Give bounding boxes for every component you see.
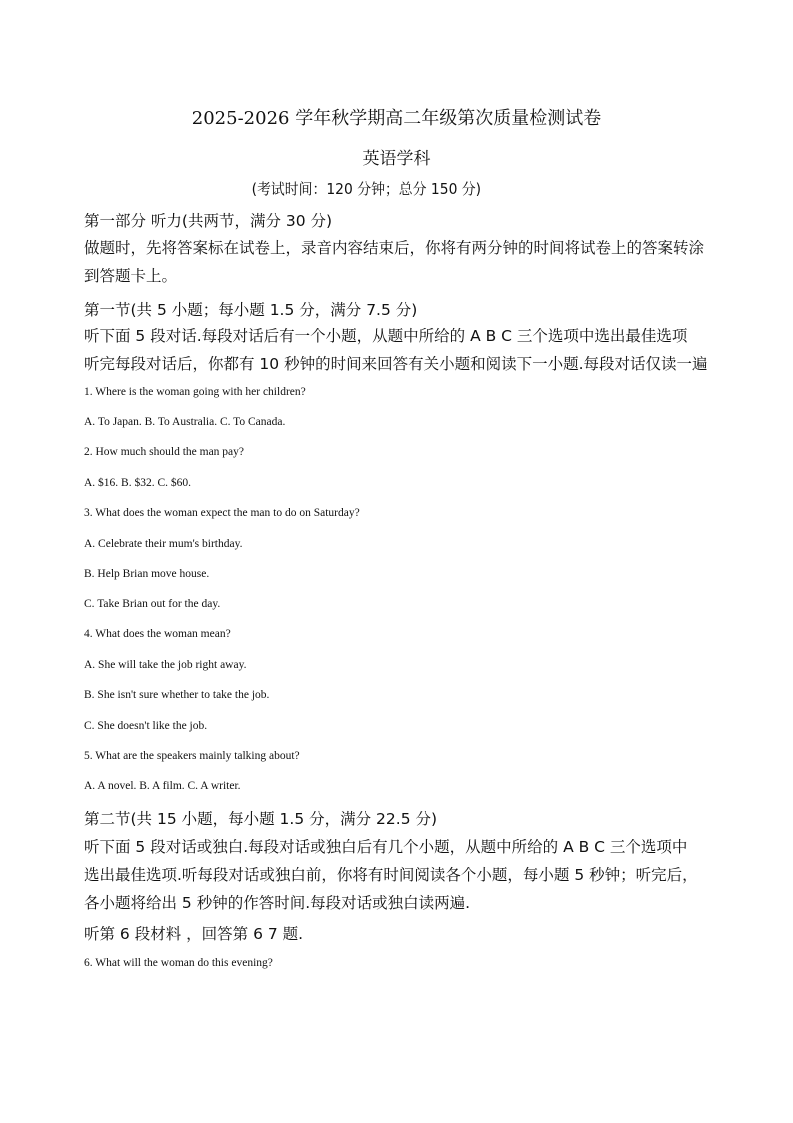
section2-instruction-line3: 各小题将给出 5 秒钟的作答时间.每段对话或独白读两遍.	[84, 894, 471, 912]
question-1: 1. Where is the woman going with her children?	[84, 386, 306, 398]
question-3-option-a: A. Celebrate their mum's birthday.	[84, 538, 243, 550]
section2-instruction-line2: 选出最佳选项.听每段对话或独白前，你将有时间阅读各个小题，每小题 5 秒钟；听完后，	[84, 866, 698, 884]
section1-instruction-line2: 听完每段对话后，你都有 10 秒钟的时间来回答有关小题和阅读下一小题.每段对话仅读一遍	[84, 355, 708, 373]
question-5: 5. What are the speakers mainly talking about?	[84, 750, 300, 762]
question-4: 4. What does the woman mean?	[84, 628, 231, 640]
question-6: 6. What will the woman do this evening?	[84, 957, 273, 969]
question-3-option-b: B. Help Brian move house.	[84, 568, 210, 580]
question-2: 2. How much should the man pay?	[84, 446, 245, 458]
question-4-option-a: A. She will take the job right away.	[84, 659, 247, 671]
question-2-options: A. $16. B. $32. C. $60.	[84, 477, 192, 489]
question-5-options: A. A novel. B. A film. C. A writer.	[84, 780, 241, 792]
exam-info: (考试时间：120 分钟；总分 150 分)	[251, 180, 482, 198]
question-4-option-c: C. She doesn't like the job.	[84, 720, 208, 732]
section2-instruction-line1: 听下面 5 段对话或独白.每段对话或独白后有几个小题，从题中所给的 A B C 三个选项中	[84, 838, 688, 856]
exam-title: 2025-2026 学年秋学期高二年级第次质量检测试卷	[191, 108, 602, 129]
question-4-option-b: B. She isn't sure whether to take the job.	[84, 689, 270, 701]
subject-title: 英语学科	[362, 149, 431, 169]
section2-heading: 第二节(共 15 小题，每小题 1.5 分，满分 22.5 分)	[84, 810, 438, 828]
part1-heading: 第一部分 听力(共两节，满分 30 分)	[84, 212, 333, 230]
part1-instruction-line1: 做题时，先将答案标在试卷上，录音内容结束后，你将有两分钟的时间将试卷上的答案转涂	[84, 239, 705, 257]
material-6-instruction: 听第 6 段材料 ，回答第 6 7 题.	[84, 925, 304, 943]
section1-heading: 第一节(共 5 小题；每小题 1.5 分，满分 7.5 分)	[84, 301, 418, 319]
question-3: 3. What does the woman expect the man to do on Saturday?	[84, 507, 360, 519]
question-1-options: A. To Japan. B. To Australia. C. To Canada.	[84, 416, 286, 428]
part1-instruction-line2: 到答题卡上。	[84, 267, 178, 285]
question-3-option-c: C. Take Brian out for the day.	[84, 598, 221, 610]
section1-instruction-line1: 听下面 5 段对话.每段对话后有一个小题，从题中所给的 A B C 三个选项中选出最佳选项	[84, 327, 688, 345]
